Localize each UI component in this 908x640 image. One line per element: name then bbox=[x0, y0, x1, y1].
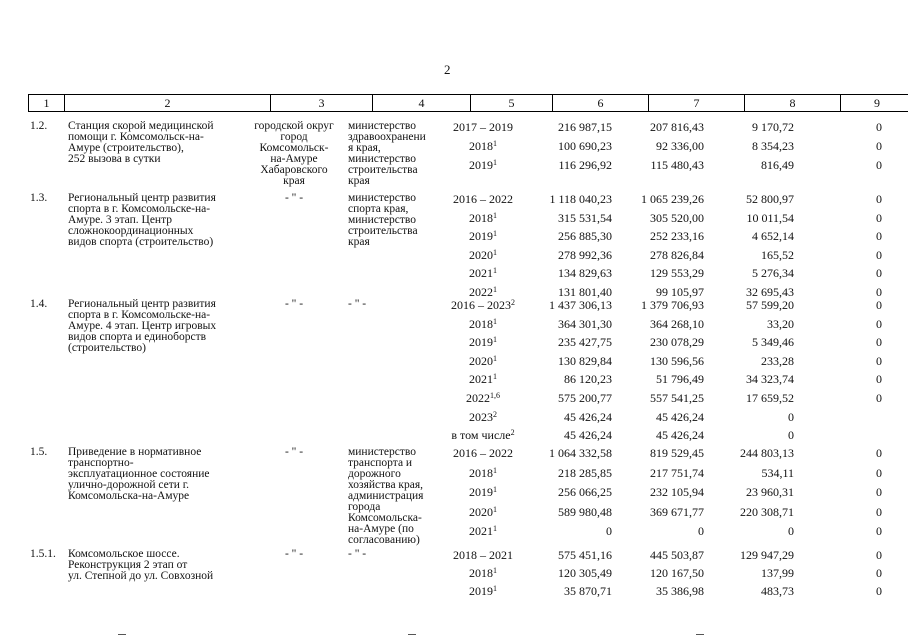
footnote-mark: 2 bbox=[511, 298, 515, 307]
value-regional: 819 529,45 bbox=[650, 446, 704, 460]
value-local: 5 349,46 bbox=[752, 335, 794, 350]
footnote-mark: 1 bbox=[493, 465, 497, 475]
ministry-line: - " - bbox=[348, 548, 367, 560]
item-name-line: эксплуатационное состояние bbox=[68, 468, 210, 480]
item-name-line: видов спорта и единоборств bbox=[68, 331, 207, 343]
column-header: 8 bbox=[744, 94, 840, 112]
ministry-line: здравоохранени bbox=[348, 131, 426, 143]
ministry-line: министерство bbox=[348, 120, 416, 132]
value-other: 0 bbox=[876, 485, 882, 500]
period-cell bbox=[444, 248, 522, 262]
value-total: 278 992,36 bbox=[558, 247, 612, 262]
footnote-mark: 2 bbox=[510, 428, 515, 438]
value-total: 1 437 306,13 bbox=[549, 298, 612, 312]
value-total: 100 690,23 bbox=[558, 139, 612, 153]
value-other: 0 bbox=[876, 139, 882, 153]
value-regional: 0 bbox=[698, 524, 704, 539]
scan-mark bbox=[408, 634, 416, 635]
value-local: 0 bbox=[788, 428, 794, 443]
footnote-mark: 1 bbox=[493, 247, 497, 257]
value-total: 1 064 332,58 bbox=[549, 446, 612, 460]
item-name-line: Станция скорой медицинской bbox=[68, 120, 214, 132]
ministry-line: спорта края, bbox=[348, 203, 409, 215]
item-name-line: ул. Степной до ул. Совхозной bbox=[68, 570, 214, 582]
value-local: 9 170,72 bbox=[752, 120, 794, 134]
period-cell bbox=[444, 120, 522, 134]
value-regional: 130 596,56 bbox=[650, 353, 704, 368]
value-local: 129 947,29 bbox=[740, 548, 794, 562]
period-label: 2019 bbox=[469, 158, 493, 172]
column-header: 6 bbox=[552, 94, 648, 112]
value-regional: 51 796,49 bbox=[656, 372, 704, 387]
value-total: 45 426,24 bbox=[564, 409, 612, 424]
period-label: 2021 bbox=[469, 524, 493, 539]
period-label: 2016 – 2022 bbox=[453, 192, 513, 206]
value-local: 244 803,13 bbox=[740, 446, 794, 460]
value-regional: 207 816,43 bbox=[650, 120, 704, 134]
period-label: 2018 bbox=[469, 139, 493, 153]
value-regional: 120 167,50 bbox=[650, 566, 704, 580]
value-regional: 305 520,00 bbox=[650, 210, 704, 225]
owner-line: края bbox=[283, 175, 305, 187]
value-local: 233,28 bbox=[761, 353, 794, 368]
value-total: 575 200,77 bbox=[558, 391, 612, 405]
footnote-mark: 1 bbox=[493, 584, 497, 593]
footnote-mark: 1 bbox=[493, 284, 497, 294]
owner-line: - " - bbox=[284, 446, 304, 458]
value-total: 134 829,63 bbox=[558, 266, 612, 280]
value-local: 137,99 bbox=[761, 566, 794, 580]
value-other: 0 bbox=[876, 548, 882, 562]
period-cell bbox=[444, 446, 522, 460]
ministry-line: министерство bbox=[348, 214, 416, 226]
ministry-line: министерство bbox=[348, 446, 416, 458]
period-cell bbox=[444, 548, 522, 562]
owner-line: - " - bbox=[284, 298, 304, 310]
value-local: 483,73 bbox=[761, 584, 794, 598]
period-cell bbox=[444, 428, 522, 442]
value-other: 0 bbox=[876, 372, 882, 387]
value-total: 130 829,84 bbox=[558, 353, 612, 368]
item-name-line: видов спорта (строительство) bbox=[68, 236, 214, 248]
footnote-mark: 1 bbox=[493, 316, 497, 326]
footnote-mark: 1 bbox=[493, 266, 497, 275]
value-total: 35 870,71 bbox=[564, 584, 612, 598]
period-label: 2020 bbox=[469, 504, 493, 519]
value-other: 0 bbox=[876, 120, 882, 134]
ministry-line: - " - bbox=[348, 298, 367, 310]
column-header: 7 bbox=[648, 94, 744, 112]
value-local: 34 323,74 bbox=[746, 372, 794, 387]
period-cell bbox=[444, 354, 522, 368]
item-name-line: транспортно- bbox=[68, 457, 134, 469]
period-label: 2016 – 2022 bbox=[453, 446, 513, 460]
value-total: 45 426,24 bbox=[564, 428, 612, 443]
period-label: 2022 bbox=[466, 391, 490, 405]
period-cell bbox=[444, 298, 522, 312]
value-total: 1 118 040,23 bbox=[549, 192, 612, 206]
footnote-mark: 1 bbox=[493, 229, 497, 238]
value-regional: 369 671,77 bbox=[650, 504, 704, 519]
value-local: 23 960,31 bbox=[746, 485, 794, 500]
item-name-line: спорта в г. Комсомольске-на- bbox=[68, 203, 211, 215]
item-name-line: Амуре (строительство), bbox=[68, 142, 184, 154]
value-local: 165,52 bbox=[761, 247, 794, 262]
period-label: 2020 bbox=[469, 247, 493, 262]
footnote-mark: 1 bbox=[493, 335, 497, 345]
scan-mark bbox=[696, 634, 704, 635]
owner-line: - " - bbox=[284, 192, 304, 204]
row-number: 1.3. bbox=[30, 192, 48, 204]
item-name-line: Реконструкция 2 этап от bbox=[68, 559, 188, 571]
owner-line: Комсомольск- bbox=[259, 142, 329, 154]
value-local: 816,49 bbox=[761, 158, 794, 172]
item-name-line: Приведение в нормативное bbox=[68, 446, 202, 458]
value-local: 8 354,23 bbox=[752, 139, 794, 153]
value-regional: 99 105,97 bbox=[656, 284, 704, 299]
value-local: 57 599,20 bbox=[746, 298, 794, 312]
value-total: 86 120,23 bbox=[564, 372, 612, 387]
value-total: 256 066,25 bbox=[558, 485, 612, 500]
owner-line: город bbox=[280, 131, 308, 143]
footnote-mark: 1 bbox=[493, 504, 497, 514]
value-total: 235 427,75 bbox=[558, 335, 612, 350]
period-label: 2021 bbox=[469, 372, 493, 387]
ministry-line: края bbox=[348, 175, 370, 187]
footnote-mark: 1 bbox=[493, 372, 497, 382]
scan-mark bbox=[118, 634, 126, 635]
value-regional: 35 386,98 bbox=[656, 584, 704, 598]
item-name-line: спорта в г. Комсомольске-на- bbox=[68, 309, 211, 321]
period-cell bbox=[444, 372, 522, 386]
footnote-mark: 1 bbox=[493, 210, 497, 220]
value-local: 534,11 bbox=[761, 465, 794, 480]
value-other: 0 bbox=[876, 446, 882, 460]
period-cell bbox=[444, 158, 522, 172]
value-total: 116 296,92 bbox=[558, 158, 612, 172]
value-regional: 129 553,29 bbox=[650, 266, 704, 280]
value-other: 0 bbox=[876, 192, 882, 206]
item-name-line: 252 вызова в сутки bbox=[68, 153, 161, 165]
period-label: 2018 bbox=[469, 566, 493, 580]
item-name-line: Региональный центр развития bbox=[68, 192, 216, 204]
footnote-mark: 1 bbox=[493, 139, 497, 148]
value-local: 32 695,43 bbox=[746, 284, 794, 299]
value-local: 33,20 bbox=[767, 316, 794, 331]
value-other: 0 bbox=[876, 335, 882, 350]
footnote-mark: 1,6 bbox=[490, 391, 500, 400]
footnote-mark: 1 bbox=[493, 485, 497, 495]
row-number: 1.5.1. bbox=[30, 548, 56, 560]
item-name-line: Региональный центр развития bbox=[68, 298, 216, 310]
value-local: 4 652,14 bbox=[752, 229, 794, 243]
period-label: 2018 bbox=[469, 316, 493, 331]
period-cell bbox=[444, 192, 522, 206]
value-total: 216 987,15 bbox=[558, 120, 612, 134]
period-cell bbox=[444, 211, 522, 225]
value-local: 0 bbox=[788, 409, 794, 424]
value-other: 0 bbox=[876, 158, 882, 172]
period-cell bbox=[444, 229, 522, 243]
column-header: 9 bbox=[840, 94, 908, 112]
ministry-line: Комсомольска- bbox=[348, 512, 422, 524]
footnote-mark: 1 bbox=[493, 524, 497, 534]
value-other: 0 bbox=[876, 391, 882, 405]
period-cell bbox=[444, 285, 522, 299]
period-label: 2017 – 2019 bbox=[453, 120, 513, 134]
ministry-line: я края, bbox=[348, 142, 381, 154]
row-number: 1.4. bbox=[30, 298, 48, 310]
value-total: 0 bbox=[606, 524, 612, 539]
value-other: 0 bbox=[876, 504, 882, 519]
value-local: 10 011,54 bbox=[746, 210, 794, 225]
footnote-mark: 1 bbox=[493, 353, 497, 363]
value-regional: 252 233,16 bbox=[650, 229, 704, 243]
period-label: 2019 bbox=[469, 584, 493, 598]
value-local: 5 276,34 bbox=[752, 266, 794, 280]
period-label: 2018 – 2021 bbox=[453, 548, 513, 562]
owner-line: Хабаровского bbox=[260, 164, 328, 176]
period-label: 2022 bbox=[469, 284, 493, 299]
value-other: 0 bbox=[876, 266, 882, 280]
ministry-line: города bbox=[348, 501, 381, 513]
value-total: 131 801,40 bbox=[558, 284, 612, 299]
period-label: 2019 bbox=[469, 229, 493, 243]
period-cell bbox=[444, 466, 522, 480]
value-regional: 557 541,25 bbox=[650, 391, 704, 405]
owner-line: на-Амуре bbox=[270, 153, 318, 165]
value-other: 0 bbox=[876, 247, 882, 262]
ministry-line: администрация bbox=[348, 490, 424, 502]
ministry-line: дорожного bbox=[348, 468, 401, 480]
owner-line: городской округ bbox=[254, 120, 334, 132]
period-label: 2023 bbox=[469, 409, 493, 424]
period-cell bbox=[444, 505, 522, 519]
ministry-line: на-Амуре (по bbox=[348, 523, 414, 535]
period-cell bbox=[444, 139, 522, 153]
value-regional: 364 268,10 bbox=[650, 316, 704, 331]
period-cell bbox=[444, 584, 522, 598]
column-header: 5 bbox=[470, 94, 552, 112]
column-header: 3 bbox=[270, 94, 372, 112]
table-header bbox=[28, 94, 908, 112]
period-cell bbox=[444, 566, 522, 580]
value-other: 0 bbox=[876, 284, 882, 299]
item-name-line: Амуре. 4 этап. Центр игровых bbox=[68, 320, 217, 332]
item-name-line: (строительство) bbox=[68, 342, 146, 354]
value-other: 0 bbox=[876, 584, 882, 598]
ministry-line: строительства bbox=[348, 225, 418, 237]
value-other: 0 bbox=[876, 229, 882, 243]
item-name-line: сложнокоординационных bbox=[68, 225, 194, 237]
row-number: 1.2. bbox=[30, 120, 48, 132]
period-label: в том числе bbox=[451, 428, 511, 443]
value-total: 364 301,30 bbox=[558, 316, 612, 331]
value-regional: 445 503,87 bbox=[650, 548, 704, 562]
period-label: 2018 bbox=[469, 465, 493, 480]
value-total: 256 885,30 bbox=[558, 229, 612, 243]
item-name-line: Амуре. 3 этап. Центр bbox=[68, 214, 172, 226]
column-header: 1 bbox=[28, 94, 64, 112]
period-label: 2018 bbox=[469, 210, 493, 225]
value-regional: 92 336,00 bbox=[656, 139, 704, 153]
value-other: 0 bbox=[876, 524, 882, 539]
value-regional: 278 826,84 bbox=[650, 247, 704, 262]
period-label: 2019 bbox=[469, 485, 493, 500]
period-cell bbox=[444, 391, 522, 405]
item-name-line: помощи г. Комсомольск-на- bbox=[68, 131, 204, 143]
value-regional: 45 426,24 bbox=[656, 428, 704, 443]
period-label: 2021 bbox=[469, 266, 493, 280]
item-name-line: Комсомольска-на-Амуре bbox=[68, 490, 190, 502]
footnote-mark: 1 bbox=[493, 566, 497, 575]
ministry-line: строительства bbox=[348, 164, 418, 176]
value-other: 0 bbox=[876, 566, 882, 580]
ministry-line: министерство bbox=[348, 192, 416, 204]
footnote-mark: 2 bbox=[493, 409, 497, 419]
value-regional: 232 105,94 bbox=[650, 485, 704, 500]
value-regional: 217 751,74 bbox=[650, 465, 704, 480]
owner-line: - " - bbox=[284, 548, 304, 560]
period-label: 2020 bbox=[469, 353, 493, 368]
page-number: 2 bbox=[444, 62, 451, 77]
row-number: 1.5. bbox=[30, 446, 48, 458]
value-total: 120 305,49 bbox=[558, 566, 612, 580]
period-label: 2019 bbox=[469, 335, 493, 350]
column-header: 4 bbox=[372, 94, 470, 112]
period-label: 2016 – 2023 bbox=[451, 298, 511, 312]
value-regional: 115 480,43 bbox=[650, 158, 704, 172]
value-total: 218 285,85 bbox=[558, 465, 612, 480]
ministry-line: согласованию) bbox=[348, 534, 420, 546]
value-other: 0 bbox=[876, 316, 882, 331]
value-regional: 1 379 706,93 bbox=[641, 298, 704, 312]
period-cell bbox=[444, 410, 522, 424]
period-cell bbox=[444, 335, 522, 349]
value-local: 52 800,97 bbox=[746, 192, 794, 206]
value-total: 589 980,48 bbox=[558, 504, 612, 519]
period-cell bbox=[444, 317, 522, 331]
value-total: 575 451,16 bbox=[558, 548, 612, 562]
period-cell bbox=[444, 524, 522, 538]
value-local: 0 bbox=[788, 524, 794, 539]
value-regional: 1 065 239,26 bbox=[641, 192, 704, 206]
period-cell bbox=[444, 485, 522, 499]
footnote-mark: 1 bbox=[493, 158, 497, 167]
value-other: 0 bbox=[876, 210, 882, 225]
item-name-line: улично-дорожной сети г. bbox=[68, 479, 190, 491]
value-regional: 230 078,29 bbox=[650, 335, 704, 350]
item-name-line: Комсомольское шоссе. bbox=[68, 548, 180, 560]
value-regional: 45 426,24 bbox=[656, 409, 704, 424]
ministry-line: хозяйства края, bbox=[348, 479, 424, 491]
value-local: 17 659,52 bbox=[746, 391, 794, 405]
value-other: 0 bbox=[876, 298, 882, 312]
ministry-line: транспорта и bbox=[348, 457, 413, 469]
ministry-line: края bbox=[348, 236, 370, 248]
column-header: 2 bbox=[64, 94, 270, 112]
ministry-line: министерство bbox=[348, 153, 416, 165]
value-other: 0 bbox=[876, 465, 882, 480]
value-local: 220 308,71 bbox=[740, 504, 794, 519]
value-other: 0 bbox=[876, 353, 882, 368]
period-cell bbox=[444, 266, 522, 280]
value-total: 315 531,54 bbox=[558, 210, 612, 225]
